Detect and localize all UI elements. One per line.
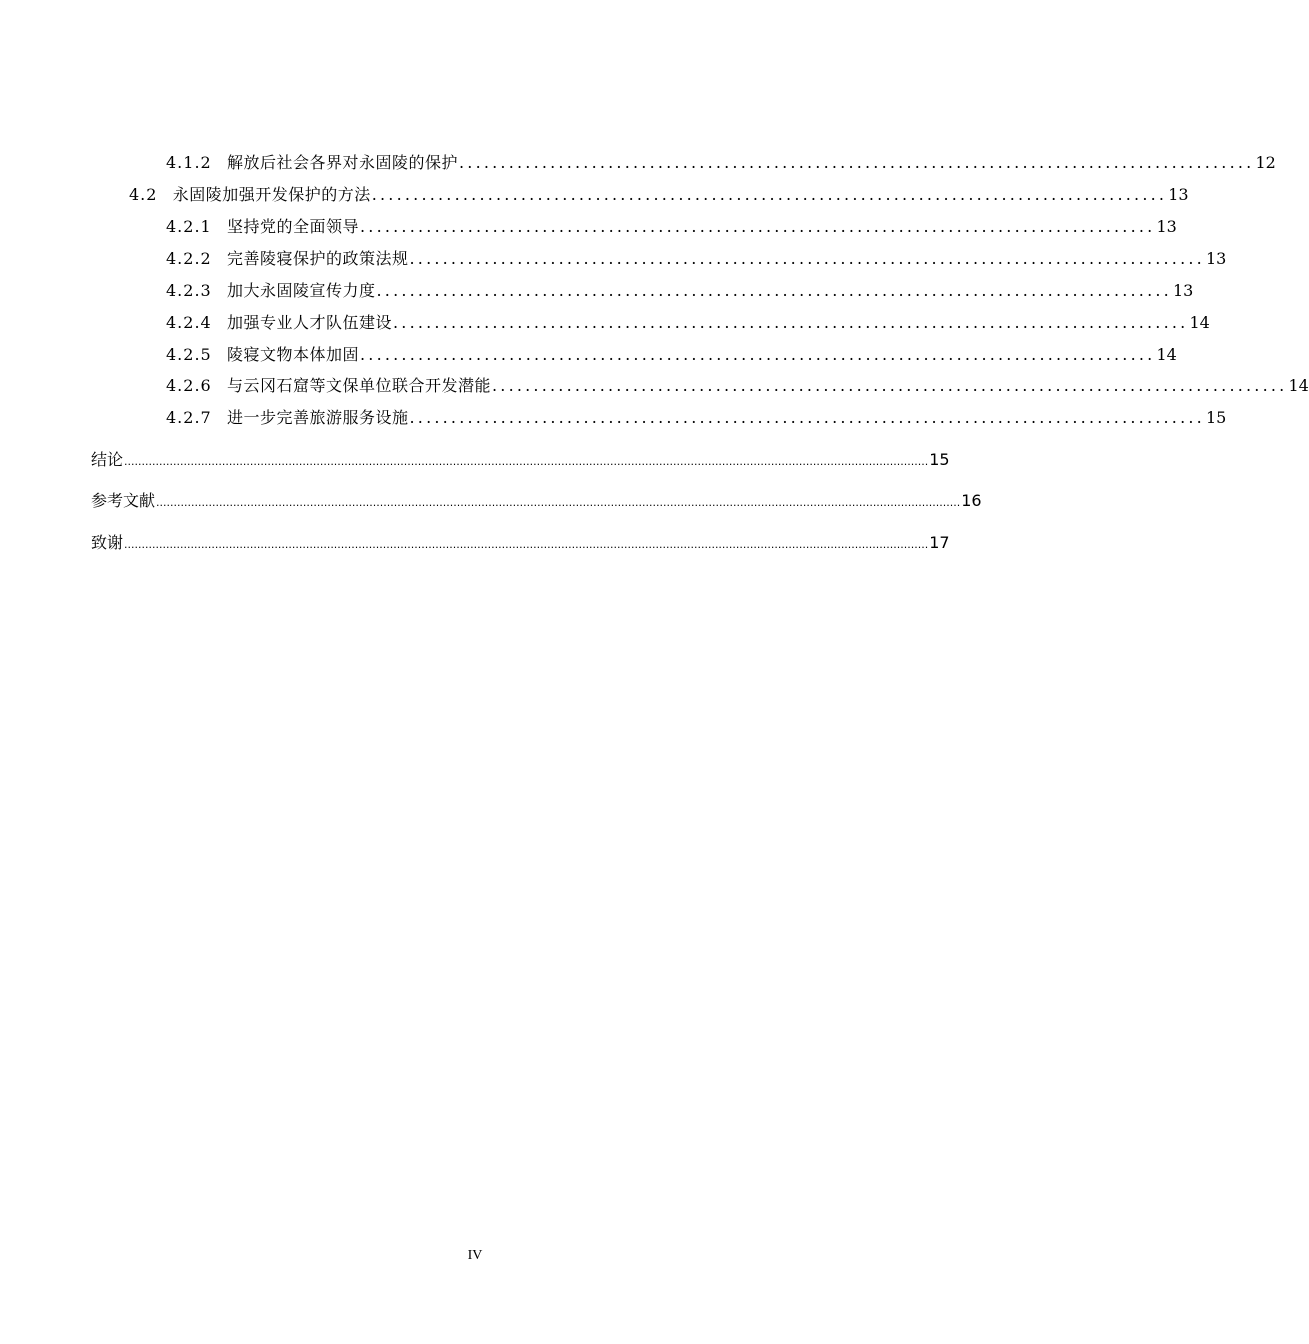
toc-entry-4-2-2[interactable] xyxy=(166,246,1227,270)
toc-chapter-title: 参考文献 xyxy=(91,491,156,510)
toc-entry-title: 坚持党的全面领导 xyxy=(226,217,359,236)
dot-leader: ...................................................................................................................................................................................................................................... xyxy=(124,455,929,468)
toc-chapter-acknowledgements[interactable] xyxy=(91,530,950,554)
toc-chapter-conclusion[interactable] xyxy=(91,447,950,471)
dot-leader: ................................................................................................ xyxy=(393,313,1189,332)
toc-entry-page: 12 xyxy=(1255,153,1276,172)
toc-chapter-references[interactable] xyxy=(91,488,982,512)
toc-entry-page: 14 xyxy=(1189,313,1210,332)
toc-entry-number: 4.2.2 xyxy=(166,249,212,268)
toc-entry-page: 15 xyxy=(1205,408,1227,427)
toc-chapter-title: 致谢 xyxy=(91,533,124,552)
toc-entry-4-2-7[interactable] xyxy=(166,405,1227,429)
dot-leader: ...................................................................................................................................................................................................................................... xyxy=(156,496,961,509)
toc-chapter-page: 17 xyxy=(929,533,950,552)
toc-entry-page: 14 xyxy=(1156,345,1177,364)
toc-entry-title: 与云冈石窟等文保单位联合开发潜能 xyxy=(226,376,491,395)
toc-entry-title: 加大永固陵宣传力度 xyxy=(226,281,376,300)
toc-entry-4-1-2[interactable] xyxy=(166,150,1276,174)
toc-entry-number: 4.2.5 xyxy=(166,345,212,364)
toc-entry-page: 13 xyxy=(1172,281,1194,300)
toc-entry-4-2-3[interactable] xyxy=(166,278,1194,302)
toc-entry-page: 13 xyxy=(1168,185,1189,204)
toc-entry-title: 完善陵寝保护的政策法规 xyxy=(226,249,409,268)
dot-leader: ................................................................................................ xyxy=(371,185,1168,204)
toc-entry-4-2-1[interactable] xyxy=(166,214,1177,238)
toc-chapter-title: 结论 xyxy=(91,450,124,469)
page-number: IV xyxy=(467,1248,483,1263)
toc-entry-number: 4.2.3 xyxy=(166,281,212,300)
dot-leader: ................................................................................................ xyxy=(409,408,1205,427)
toc-entry-page: 14 xyxy=(1288,376,1309,395)
dot-leader: ................................................................................................ xyxy=(360,217,1156,236)
dot-leader: ................................................................................................ xyxy=(376,281,1172,300)
toc-entry-number: 4.2.6 xyxy=(166,376,212,395)
dot-leader: ................................................................................................ xyxy=(360,345,1156,364)
toc-entry-4-2[interactable] xyxy=(129,182,1189,206)
dot-leader: ...................................................................................................................................................................................................................................... xyxy=(124,538,929,551)
toc-entry-number: 4.2.1 xyxy=(166,217,212,236)
dot-leader: ................................................................................................ xyxy=(459,153,1255,172)
toc-entry-title: 陵寝文物本体加固 xyxy=(226,345,359,364)
toc-chapter-page: 15 xyxy=(929,450,950,469)
toc-entry-number: 4.2.7 xyxy=(166,408,212,427)
toc-entry-title: 加强专业人才队伍建设 xyxy=(226,313,392,332)
toc-entry-4-2-5[interactable] xyxy=(166,342,1177,366)
toc-entry-title: 解放后社会各界对永固陵的保护 xyxy=(226,153,458,172)
dot-leader: ................................................................................................ xyxy=(409,249,1205,268)
toc-entry-number: 4.1.2 xyxy=(166,153,212,172)
toc-entry-4-2-4[interactable] xyxy=(166,310,1210,334)
toc-entry-title: 永固陵加强开发保护的方法 xyxy=(172,185,371,204)
toc-chapter-page: 16 xyxy=(961,491,982,510)
toc-entry-page: 13 xyxy=(1156,217,1177,236)
dot-leader: ................................................................................................ xyxy=(492,376,1288,395)
toc-entry-title: 进一步完善旅游服务设施 xyxy=(226,408,409,427)
toc-entry-number: 4.2.4 xyxy=(166,313,212,332)
toc-entry-page: 13 xyxy=(1205,249,1227,268)
toc-entry-4-2-6[interactable] xyxy=(166,373,1309,397)
toc-entry-number: 4.2 xyxy=(129,185,158,204)
